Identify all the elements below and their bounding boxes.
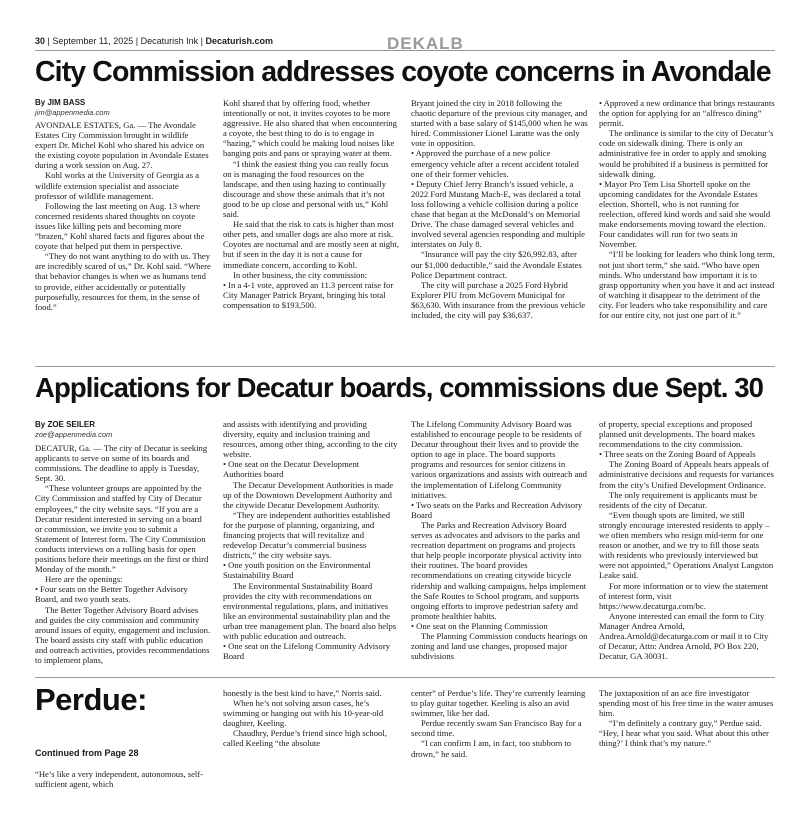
- paragraph: The Lifelong Community Advisory Board was established to encourage people to be residents of Decatur throughout their lives and to provide the option to age in place. The board supports programs and resources for senior citizens in various organizations and assists with outreach and the implementation of Lifelong Community initiatives.: [411, 419, 587, 500]
- article1-column-2: [223, 98, 399, 364]
- paragraph: “They do not want anything to do with us. They are incredibly scared of us,” Dr. Kohl said. “Where that behavior changes is when we as humans tend to provide, either accidentally or potentially purposefully, resources for them, in the sense of food.”: [35, 251, 211, 312]
- paragraph: The only requirement is applicants must be residents of the city of Decatur.: [599, 489, 758, 510]
- article2-column-4: [599, 419, 775, 673]
- paragraph: Kohl shared that by offering food, whether intentionally or not, it invites coyotes to be more aggressive. He also shared that when encountering a coyote, the best thing to do is to engage in “hazing,” which could be making loud noises like banging pots and pans or spraying water at them.: [223, 98, 397, 159]
- paragraph: The Environmental Sustainability Board provides the city with recommendations on environmental regulations, plans, and initiatives like an environmental sustainability plan and the urban tree management plan. The board also helps with public education and outreach.: [223, 580, 397, 641]
- bullet-paragraph: • Mayor Pro Tem Lisa Shortell spoke on the upcoming candidates for the Avondale Estates election. Shortell, who is not running for reelection, offered kind words and said she would make endorsements moving toward the election. Four candidates will run for two seats in November.: [599, 178, 771, 250]
- paragraph: The Better Together Advisory Board advises and guides the city commission and community around issues of equity, engagement and inclusion. The board assists city staff with public education and outreach activities, provides recommendations to implement plans,: [35, 604, 211, 665]
- section-divider: [35, 677, 775, 678]
- paragraph: Anyone interested can email the form to City Manager Andrea Arnold, Andrea.Arnold@decaturga.com or mail it to City of Decatur, Attn: Andrea Arnold, PO Box 220, Decatur, GA 30031.: [599, 610, 769, 662]
- bullet-paragraph: • Approved the purchase of a new police emergency vehicle after a recent accident totaled one of their former vehicles.: [411, 148, 579, 179]
- paragraph: center” of Perdue’s life. They’re currently learning to play guitar together. Keeling is also an avid swimmer, like her dad.: [411, 688, 586, 719]
- paragraph: He said that the risk to cats is higher than most other pets, and smaller dogs are also more at risk. Coyotes are nocturnal and are mostly seen at night, but if seen in the day it is not a cause for immediate concern, according to Kohl.: [223, 219, 399, 270]
- paragraph: Chaudhry, Perdue’s friend since high school, called Keeling “the absolute: [223, 728, 387, 749]
- paragraph: Perdue recently swam San Francisco Bay for a second time.: [411, 718, 582, 739]
- paragraph: Here are the openings:: [45, 574, 123, 585]
- article2-email[interactable]: zoe@appenmedia.com: [35, 430, 113, 439]
- paragraph: “I’ll be looking for leaders who think long term, not just short term,” she said. “Who have open minds. Who understand how important it is to grasp opportunity when you have it and act instead of watching it disappear to the detriment of the city. For leaders who take responsibility and care for our entire city, not just one part of it.”: [599, 249, 775, 320]
- article3-headline: Perdue:: [35, 682, 147, 717]
- paragraph: of property, special exceptions and proposed planned unit developments. The board makes recommendations to the city commission.: [599, 419, 755, 450]
- paragraph: The Parks and Recreation Advisory Board serves as advocates and advisors to the parks and recreation department on programs and projects that help people incorporate physical activity into their routines. The board provides recommendations on creating citywide bicycle ridership and walking campaigns, helps implement the Safe Routes to School program, and supports ongoing efforts to improve pedestrian safety and promote healthier habits.: [411, 519, 587, 621]
- paragraph: “These volunteer groups are appointed by the City Commission and staffed by City of Decatur employees,” the city website says. “If you are a Decatur resident interested in serving on a board or commission, we invite you to submit a Statement of Interest form. The City Commission conducts interviews on a rolling basis for open positions before their meetings on the first or third Monday of the month.”: [35, 483, 209, 575]
- article3-column-3: [411, 688, 589, 818]
- paragraph: The Decatur Development Authorities is made up of the Downtown Development Authority and the citywide Decatur Development Authority.: [223, 479, 394, 510]
- paragraph: DECATUR, Ga. — The city of Decatur is seeking applicants to serve on some of its boards and commissions. The deadline to apply is Tuesday, Sept. 30.: [35, 443, 208, 484]
- article3-column-1: [35, 769, 211, 817]
- page-number: 30: [35, 36, 46, 46]
- paragraph: “I think the easiest thing you can really focus on is managing the food resources on the landscape, and then using hazing to continually discourage and show these animals that it’s not good to be up close and personal with us,” Kohl said.: [223, 158, 389, 220]
- paragraph: The ordinance is similar to the city of Decatur’s code on sidewalk dining. There is only an administrative fee in order to apply and smoking would be prohibited if a business is permitted for sidewalk dining.: [599, 128, 774, 179]
- paragraph: The Planning Commission conducts hearings on zoning and land use changes, proposed major subdivisions: [411, 630, 588, 662]
- paragraph: “He’s like a very independent, autonomous, self-sufficient agent, which: [35, 769, 204, 790]
- bullet-paragraph: • Approved a new ordinance that brings restaurants the option for applying for an “alfresco dining” permit.: [599, 98, 775, 129]
- article3-column-2: [223, 688, 399, 818]
- bullet-paragraph: • One seat on the Planning Commission: [411, 620, 548, 631]
- paragraph: honestly is the best kind to have,” Norris said.: [223, 688, 382, 698]
- paragraph: The city will purchase a 2025 Ford Hybrid Explorer PIU from McGovern Municipal for $63,630. With insurance from the previous vehicle included, the city will pay $36,637.: [411, 279, 586, 320]
- bullet-paragraph: • Deputy Chief Jerry Branch’s issued vehicle, a 2022 Ford Mustang Mach-E, was declared a total loss following a vehicle collision during a police chase that began at the McDonald’s on Memorial Drive. The chase damaged several vehicles and involved several agencies responding and multiple interstates on July 8.: [411, 178, 585, 250]
- paragraph: In other business, the city commission:: [233, 269, 368, 280]
- bullet-paragraph: • Three seats on the Zoning Board of Appeals: [599, 449, 756, 460]
- paragraph: “I can confirm I am, in fact, too stubborn to drown,” he said.: [411, 738, 572, 759]
- article2-byline: By ZOE SEILER: [35, 420, 96, 429]
- bullet-paragraph: • One seat on the Lifelong Community Advisory Board: [223, 641, 390, 662]
- paragraph: and assists with identifying and providing diversity, equity and inclusion training and resources, among other thing, according to the city website.: [223, 419, 398, 460]
- paragraph: For more information or to view the statement of interest form, visit https://www.decaturga.com/bc.: [599, 580, 769, 611]
- bullet-paragraph: • One seat on the Decatur Development Authorities board: [223, 459, 360, 480]
- bullet-paragraph: • Four seats on the Better Together Advisory Board, and two youth seats.: [35, 584, 188, 605]
- article2-column-2: [223, 419, 399, 673]
- article1-email[interactable]: jim@appenmedia.com: [35, 108, 110, 117]
- paragraph: When he’s not solving arson cases, he’s swimming or hanging out with his 10-year-old daughter, Keeling.: [223, 698, 384, 729]
- paragraph: The Zoning Board of Appeals hears appeals of administrative decisions and requests for variances from the city’s Unified Development Ordinance.: [599, 459, 774, 490]
- section-label: DEKALB: [387, 34, 464, 53]
- article2-column-3: [411, 419, 589, 673]
- article3-column-4: [599, 688, 775, 818]
- article1-column-3: [411, 98, 589, 364]
- continued-from-label: Continued from Page 28: [35, 748, 139, 758]
- article1-headline: City Commission addresses coyote concerns in Avondale: [35, 56, 771, 88]
- section-divider: [35, 366, 775, 367]
- issue-date: September 11, 2025: [52, 36, 134, 46]
- paragraph: “Insurance will pay the city $26,992.83, after our $1,000 deductible,” said the Avondale Estates Police Department contract.: [411, 249, 582, 280]
- paragraph: Kohl works at the University of Georgia as a wildlife extension specialist and associate professor of wildlife management.: [35, 170, 200, 201]
- paragraph: “They are independent authorities established for the purpose of planning, organizing, and financing projects that will revitalize and redevelop Decatur’s commercial business districts,” the city website says.: [223, 509, 391, 561]
- page-header: 30 | September 11, 2025 | Decaturish Ink | Decaturish.com DEKALB: [35, 36, 775, 52]
- publication-name: Decaturish Ink: [140, 36, 199, 46]
- paragraph: “Even though spots are limited, we still strongly encourage interested residents to apply – we often members who resign mid-term for one reason or another, and we try to fill those seats with residents who previously interviewed but were not appointed,” Operations Analyst Langston Leake said.: [599, 509, 774, 581]
- paragraph: Following the last meeting on Aug. 13 where concerned residents shared thoughts on coyote issues like killing pets and becoming more “brazen,” Kohl shared facts and figures about the coyote that helped put them in perspective.: [35, 200, 205, 252]
- paragraph: The juxtaposition of an ace fire investigator spending most of his free time in the water amuses him.: [599, 688, 774, 719]
- paragraph: “I’m definitely a contrary guy,” Perdue said. “Hey, I hear what you said. What about this other thing?’ I think that’s my nature.”: [599, 718, 769, 749]
- article2-column-1: [35, 443, 211, 673]
- article1-column-1: [35, 120, 211, 364]
- bullet-paragraph: • Two seats on the Parks and Recreation Advisory Board: [411, 499, 583, 520]
- article2-headline: Applications for Decatur boards, commissions due Sept. 30: [35, 372, 764, 403]
- paragraph: AVONDALE ESTATES, Ga. — The Avondale Estates City Commission brought in wildlife expert Dr. Michel Kohl who shared his advice on the existing coyote population in Avondale Estates during a work session on Aug. 27.: [35, 120, 209, 171]
- bullet-paragraph: • One youth position on the Environmental Sustainability Board: [223, 560, 371, 581]
- site-link[interactable]: Decaturish.com: [205, 36, 274, 46]
- header-rule: [35, 50, 775, 51]
- bullet-paragraph: • In a 4-1 vote, approved an 11.3 percent raise for City Manager Patrick Bryant, bringing his total compensation to $193,500.: [223, 279, 394, 310]
- article1-byline: By JIM BASS: [35, 98, 86, 107]
- article1-column-4: [599, 98, 775, 364]
- paragraph: Bryant joined the city in 2018 following the chaotic departure of the previous city manager, and started with a base salary of $145,000 when he was hired. Commissioner Lionel Laratte was the only vote in opposition.: [411, 98, 588, 149]
